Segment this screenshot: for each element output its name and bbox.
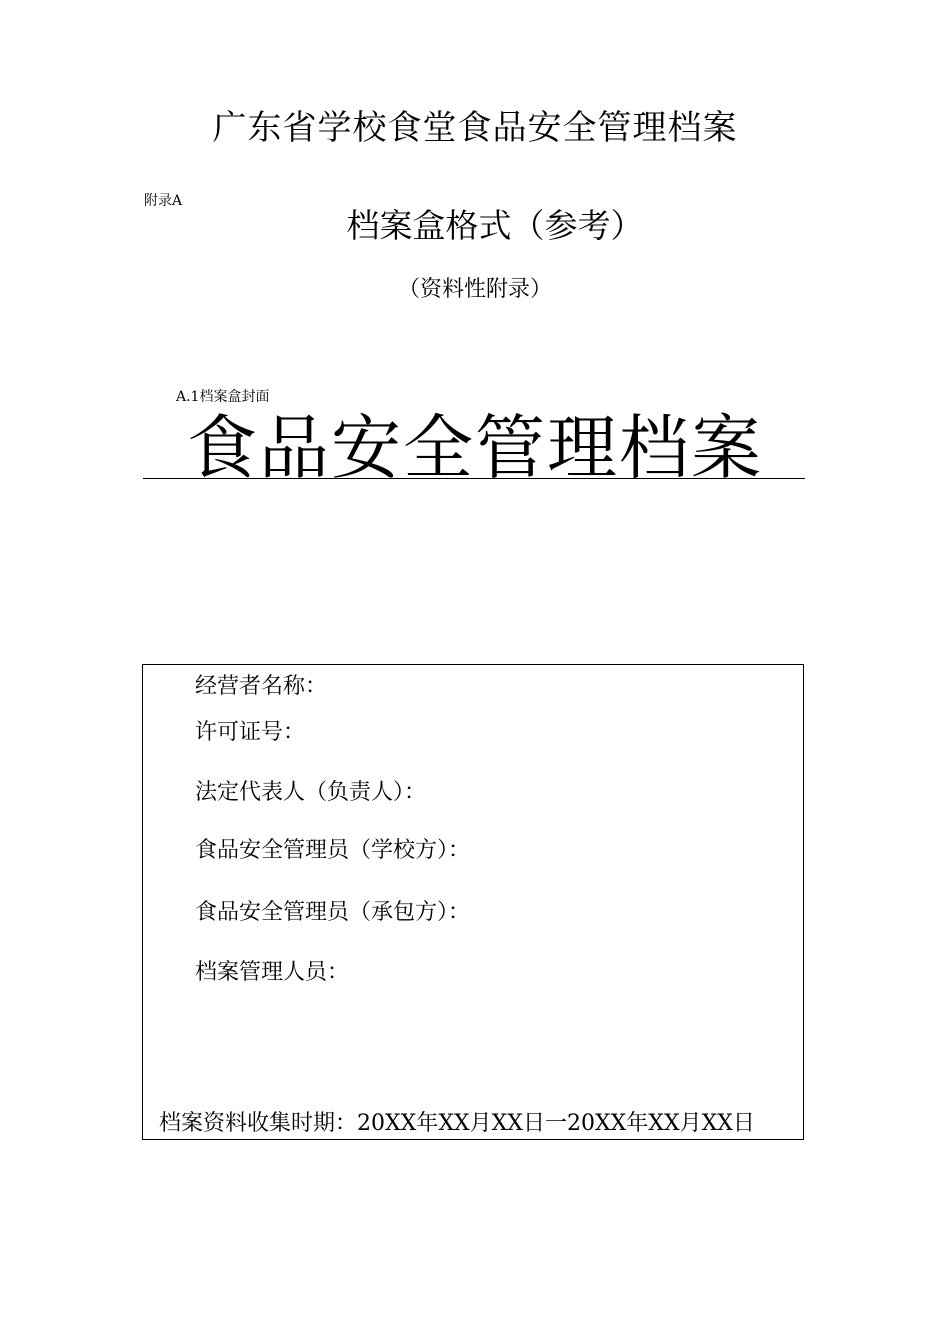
- cover-info-box: [142, 664, 804, 1140]
- cover-title: 食品安全管理档案: [187, 407, 763, 489]
- school-safety-manager-field: 食品安全管理员（学校方）：: [195, 838, 471, 863]
- cover-divider: [143, 478, 805, 479]
- archive-manager-field: 档案管理人员：: [195, 960, 350, 985]
- operator-name-field: 经营者名称：: [195, 674, 328, 699]
- contractor-safety-manager-field: 食品安全管理员（承包方）：: [195, 900, 471, 925]
- appendix-label: 附录A: [144, 193, 183, 209]
- license-number-field: 许可证号：: [195, 720, 306, 745]
- collection-period: 档案资料收集时期：20XX年XX月XX日一20XX年XX月XX日: [159, 1111, 755, 1136]
- section-label: A.1档案盒封面: [176, 389, 270, 405]
- appendix-note: （资料性附录）: [397, 277, 552, 302]
- appendix-title: 档案盒格式（参考）: [346, 206, 644, 245]
- document-title: 广东省学校食堂食品安全管理档案: [212, 108, 738, 148]
- legal-representative-field: 法定代表人（负责人）：: [195, 780, 427, 805]
